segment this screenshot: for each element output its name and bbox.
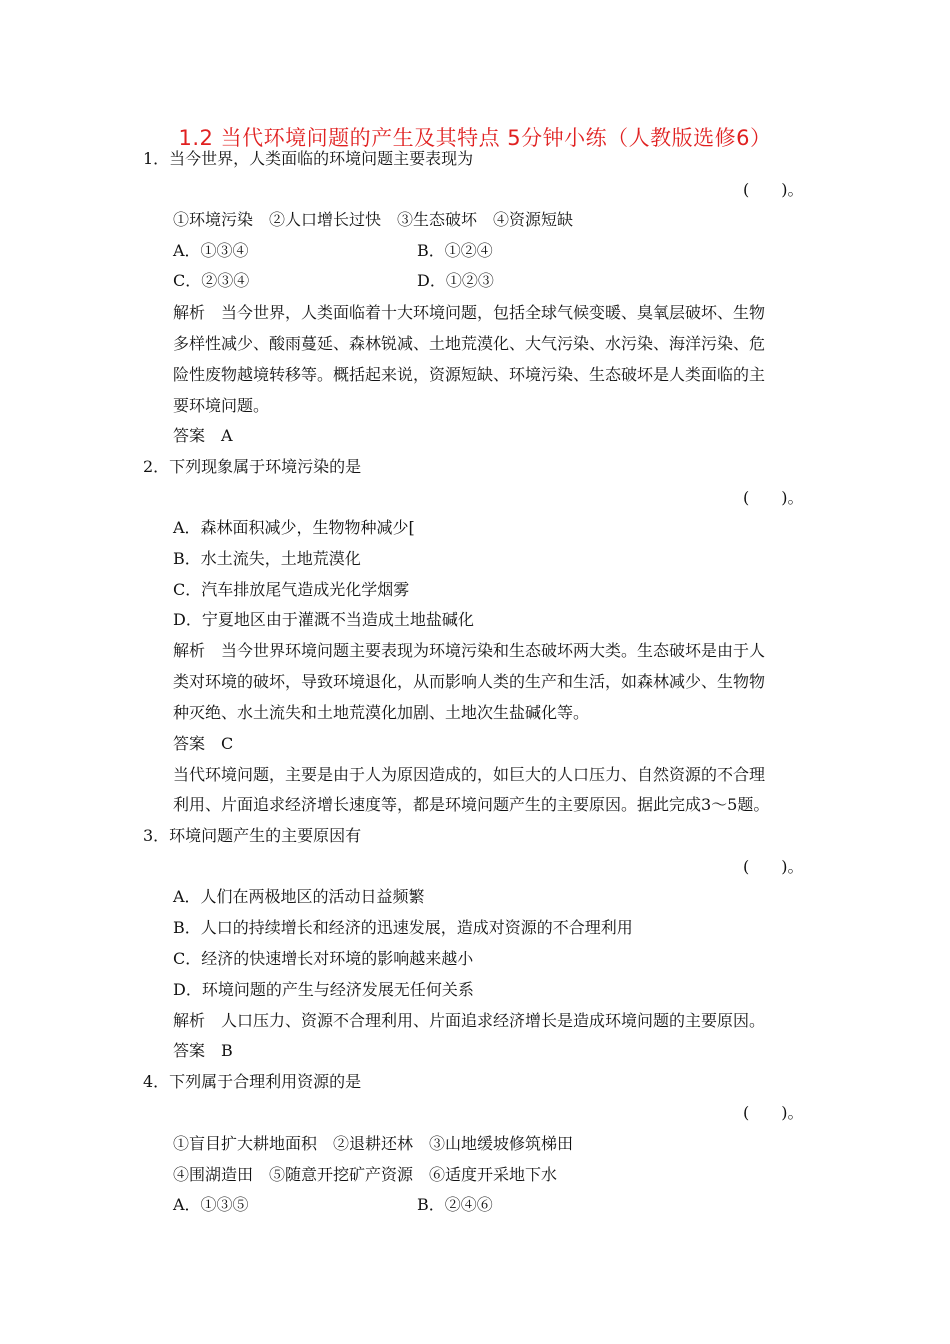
q1-explanation-line: 多样性减少、酸雨蔓延、森林锐减、土地荒漠化、大气污染、水污染、海洋污染、危	[173, 334, 766, 353]
q1-explanation-line: 险性废物越境转移等。概括起来说，资源短缺、环境污染、生态破坏是人类面临的主	[173, 365, 766, 384]
q3-answer-paren: ( )。	[743, 857, 804, 876]
q2-answer: 答案 C	[173, 734, 234, 753]
q2-option-a: A．森林面积减少，生物物种减少[	[173, 518, 415, 537]
q4-items-line: ①盲目扩大耕地面积 ②退耕还林 ③山地缓坡修筑梯田	[173, 1134, 574, 1153]
passage-line: 当代环境问题，主要是由于人为原因造成的，如巨大的人口压力、自然资源的不合理	[173, 765, 766, 784]
q2-explanation-line: 类对环境的破坏，导致环境退化，从而影响人类的生产和生活，如森林减少、生物物	[173, 672, 766, 691]
passage-line: 利用、片面追求经济增长速度等，都是环境问题产生的主要原因。据此完成3～5题。	[173, 795, 770, 814]
q4-answer-paren: ( )。	[743, 1103, 804, 1122]
q4-option-b: B．②④⑥	[417, 1195, 493, 1214]
q3-option-c: C．经济的快速增长对环境的影响越来越小	[173, 949, 474, 968]
q1-explanation-line: 要环境问题。	[173, 396, 270, 415]
q2-option-c: C．汽车排放尾气造成光化学烟雾	[173, 580, 410, 599]
q2-explanation-line: 解析 当今世界环境问题主要表现为环境污染和生态破坏两大类。生态破坏是由于人	[173, 641, 766, 660]
q3-explanation: 解析 人口压力、资源不合理利用、片面追求经济增长是造成环境问题的主要原因。	[173, 1011, 766, 1030]
q4-option-a: A．①③⑤	[173, 1195, 249, 1214]
q3-option-a: A．人们在两极地区的活动日益频繁	[173, 887, 425, 906]
q2-option-b: B．水土流失，土地荒漠化	[173, 549, 361, 568]
q1-answer-paren: ( )。	[743, 180, 804, 199]
q1-explanation-line: 解析 当今世界，人类面临着十大环境问题，包括全球气候变暖、臭氧层破坏、生物	[173, 303, 766, 322]
q1-option-d: D．①②③	[417, 271, 494, 290]
q4-items-line: ④围湖造田 ⑤随意开挖矿产资源 ⑥适度开采地下水	[173, 1165, 558, 1184]
q4-stem: 4．下列属于合理利用资源的是	[143, 1072, 362, 1091]
q2-option-d: D．宁夏地区由于灌溉不当造成土地盐碱化	[173, 610, 474, 629]
q3-option-d: D．环境问题的产生与经济发展无任何关系	[173, 980, 474, 999]
q3-option-b: B．人口的持续增长和经济的迅速发展，造成对资源的不合理利用	[173, 918, 633, 937]
q3-stem: 3．环境问题产生的主要原因有	[143, 826, 362, 845]
q1-option-a: A．①③④	[173, 241, 249, 260]
q1-option-c: C．②③④	[173, 271, 250, 290]
q1-stem: 1．当今世界，人类面临的环境问题主要表现为	[143, 149, 474, 168]
q1-items: ①环境污染 ②人口增长过快 ③生态破坏 ④资源短缺	[173, 210, 574, 229]
document-title: 1.2 当代环境问题的产生及其特点 5分钟小练（人教版选修6）	[178, 126, 772, 150]
q2-answer-paren: ( )。	[743, 488, 804, 507]
q2-stem: 2．下列现象属于环境污染的是	[143, 457, 362, 476]
q1-option-b: B．①②④	[417, 241, 493, 260]
q1-answer: 答案 A	[173, 426, 233, 445]
q3-answer: 答案 B	[173, 1041, 233, 1060]
q2-explanation-line: 种灭绝、水土流失和土地荒漠化加剧、土地次生盐碱化等。	[173, 703, 590, 722]
